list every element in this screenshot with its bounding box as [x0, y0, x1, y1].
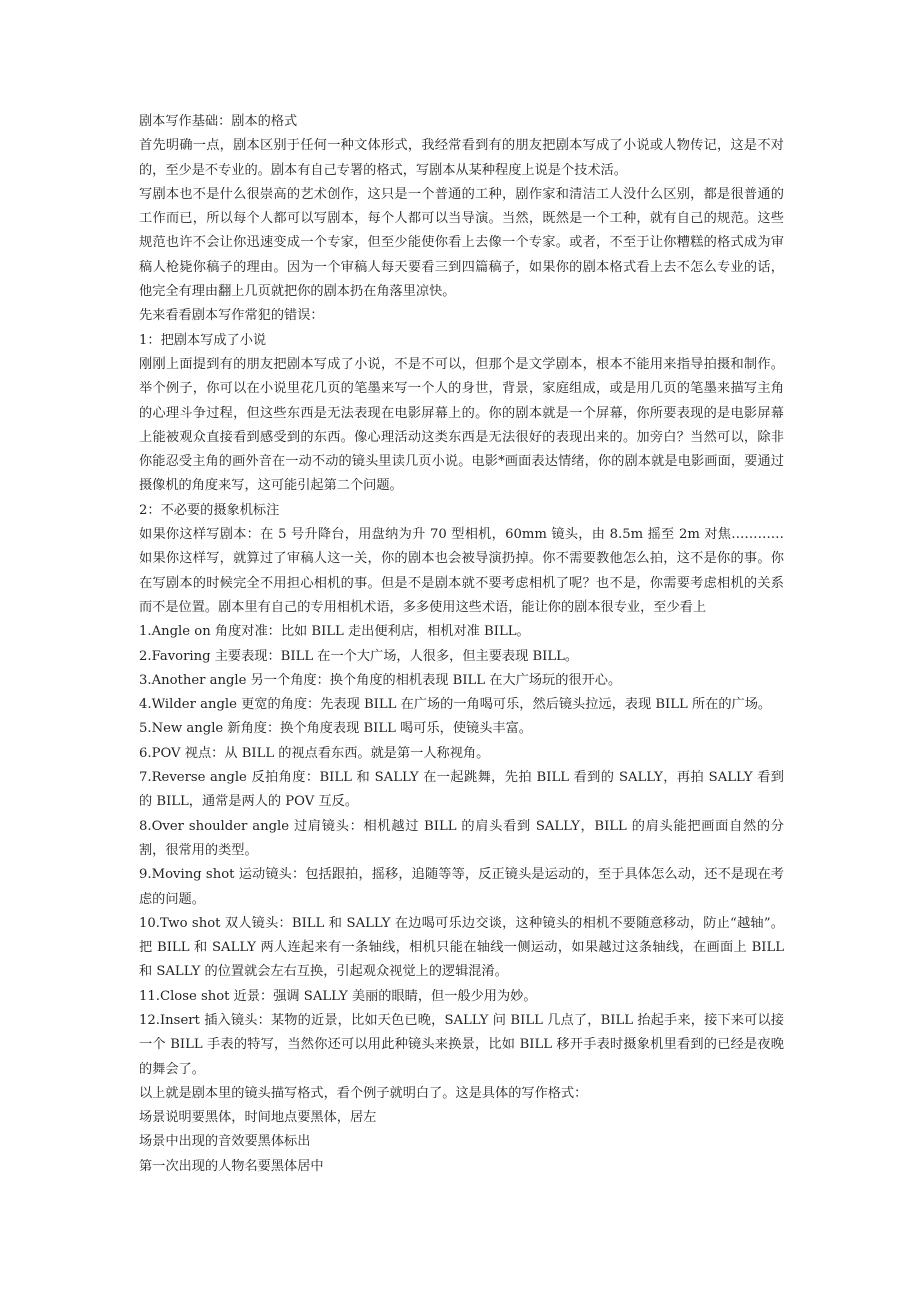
- format-rule-3: 第一次出现的人物名要黑体居中: [139, 1158, 324, 1174]
- format-rule-1: 场景说明要黑体，时间地点要黑体，居左: [139, 1110, 377, 1126]
- paragraph-craft: 写剧本也不是什么很崇高的艺术创作，这只是一个普通的工种，剧作家和清洁工人没什么区别，都是很普通的工作而已，所以每个人都可以写剧本，每个人都可以当导演。当然，既然是一个工种，就有自己的规范。这些规范也许不会让你迅速变成一个专家，但至少能使你看上去像一个专家。或者，不至于让你糟糕的格式成为审稿人枪毙你稿子的理由。因为一个审稿人每天要看三到四篇稿子，如果你的剧本格式看上去不怎么专业的话，他完全有理由翻上几页就把你的剧本扔在角落里凉快。: [139, 186, 784, 300]
- paragraph-intro: 首先明确一点，剧本区别于任何一种文体形式，我经常看到有的朋友把剧本写成了小说或人物传记，这是不对的，至少是不专业的。剧本有自己专署的格式，写剧本从某种程度上说是个技术活。: [139, 138, 784, 178]
- format-rule-2: 场景中出现的音效要黑体标出: [139, 1134, 311, 1150]
- paragraph-error-1: 刚刚上面提到有的朋友把剧本写成了小说，不是不可以，但那个是文学剧本，根本不能用来指导拍摄和制作。举个例子，你可以在小说里花几页的笔墨来写一个人的身世，背景，家庭组成，或是用几页的笔墨来描写主角的心理斗争过程，但这些东西是无法表现在电影屏幕上的。你的剧本就是一个屏幕，你所要表现的是电影屏幕上能被观众直接看到感受到的东西。像心理活动这类东西是无法很好的表现出来的。加旁白？当然可以，除非你能忍受主角的画外音在一动不动的镜头里读几页小说。电影*画面表达情绪，你的剧本就是电影画面，要通过摄像机的角度来写，这可能引起第二个问题。: [139, 356, 784, 494]
- term-favoring: 2.Favoring 主要表现：BILL 在一个大广场，人很多，但主要表现 BILL。: [139, 648, 579, 664]
- paragraph-format-intro: 以上就是剧本里的镜头描写格式，看个例子就明白了。这是具体的写作格式：: [139, 1085, 588, 1101]
- heading-error-2: 2：不必要的摄象机标注: [139, 502, 280, 518]
- term-over-shoulder: 8.Over shoulder angle 过肩镜头：相机越过 BILL 的肩头看到 SALLY，BILL 的肩头能把画面自然的分割，很常用的类型。: [139, 818, 784, 858]
- paragraph-common-errors: 先来看看剧本写作常犯的错误：: [139, 308, 324, 324]
- term-pov: 6.POV 视点：从 BILL 的视点看东西。就是第一人称视角。: [139, 745, 490, 761]
- heading-error-1: 1：把剧本写成了小说: [139, 332, 267, 348]
- document-body: [139, 110, 784, 1179]
- term-close-shot: 11.Close shot 近景：强调 SALLY 美丽的眼睛，但一般少用为妙。: [139, 988, 537, 1004]
- term-reverse-angle: 7.Reverse angle 反拍角度：BILL 和 SALLY 在一起跳舞，先拍 BILL 看到的 SALLY，再拍 SALLY 看到的 BILL，通常是两人的 POV 互反。: [139, 770, 784, 810]
- term-two-shot: 10.Two shot 双人镜头：BILL 和 SALLY 在边喝可乐边交谈，这种镜头的相机不要随意移动，防止“越轴”。把 BILL 和 SALLY 两人连起来有一条轴线，相机只能在轴线一侧运动，如果越过这条轴线，在画面上 BILL 和 SALLY 的位置就会左右互换，引起观众视觉上的逻辑混淆。: [139, 915, 784, 980]
- term-moving-shot: 9.Moving shot 运动镜头：包括跟拍，摇移，追随等等，反正镜头是运动的，至于具体怎么动，还不是现在考虑的问题。: [139, 867, 784, 907]
- term-wilder-angle: 4.Wilder angle 更宽的角度：先表现 BILL 在广场的一角喝可乐，然后镜头拉远，表现 BILL 所在的广场。: [139, 697, 772, 713]
- paragraph-error-2: 如果你这样写剧本：在 5 号升降台，用盘纳为升 70 型相机，60mm 镜头，由 8.5m 摇至 2m 对焦…………如果你这样写，就算过了审稿人这一关，你的剧本也会被导演扔掉。你不需要教他怎么拍，这不是你的事。你在写剧本的时候完全不用担心相机的事。但是不是剧本就不要考虑相机了呢？也不是，你需要考虑相机的关系而不是位置。剧本里有自己的专用相机术语，多多使用这些术语，能让你的剧本很专业，至少看上: [139, 527, 784, 615]
- term-another-angle: 3.Another angle 另一个角度：换个角度的相机表现 BILL 在大广场玩的很开心。: [139, 672, 622, 688]
- term-insert: 12.Insert 插入镜头：某物的近景，比如天色已晚，SALLY 问 BILL 几点了，BILL 抬起手来，接下来可以接一个 BILL 手表的特写，当然你还可以用此种镜头来换景，比如 BILL 移开手表时摄象机里看到的已经是夜晚的舞会了。: [139, 1012, 784, 1077]
- document-title: 剧本写作基础：剧本的格式: [139, 114, 298, 129]
- term-new-angle: 5.New angle 新角度：换个角度表现 BILL 喝可乐，使镜头丰富。: [139, 721, 532, 737]
- term-angle-on: 1.Angle on 角度对准：比如 BILL 走出便利店，相机对准 BILL。: [139, 624, 530, 640]
